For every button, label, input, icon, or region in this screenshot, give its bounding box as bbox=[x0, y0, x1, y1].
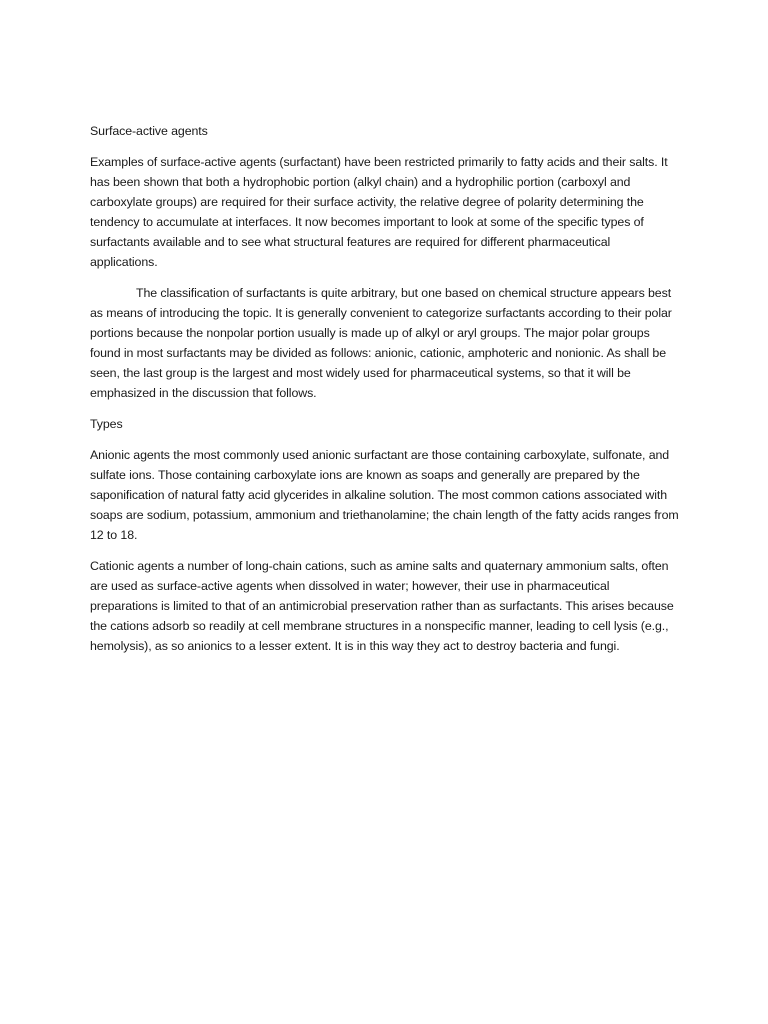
paragraph-intro: Examples of surface-active agents (surfactant) have been restricted primarily to fatty acids and their salts. It has been shown that both a hydrophobic portion (alkyl chain) and a hydrophilic portion (carboxyl and carboxylate groups) are required for their surface activity, the relative degree of polarity determining the tendency to accumulate at interfaces. It now becomes important to look at some of the specific types of surfactants available and to see what structural features are required for different pharmaceutical applications. bbox=[90, 155, 668, 269]
paragraph-anionic-agents: Anionic agents the most commonly used anionic surfactant are those containing carboxylate, sulfonate, and sulfate ions. Those containing carboxylate ions are known as soaps and generally are prepared by the saponification of natural fatty acid glycerides in alkaline solution. The most common cations associated with soaps are sodium, potassium, ammonium and triethanolamine; the chain length of the fatty acids ranges from 12 to 18. bbox=[90, 448, 679, 542]
section-heading-surface-active-agents: Surface-active agents bbox=[90, 124, 208, 138]
document-body bbox=[90, 121, 680, 667]
paragraph-cationic-agents: Cationic agents a number of long-chain cations, such as amine salts and quaternary ammonium salts, often are used as surface-active agents when dissolved in water; however, their use in pharmaceutical preparations is limited to that of an antimicrobial preservation rather than as surfactants. This arises because the cations adsorb so readily at cell membrane structures in a nonspecific manner, leading to cell lysis (e.g., hemolysis), as so anionics to a lesser extent. It is in this way they act to destroy bacteria and fungi. bbox=[90, 559, 674, 653]
section-heading-types: Types bbox=[90, 417, 123, 431]
paragraph-classification: The classification of surfactants is quite arbitrary, but one based on chemical structure appears best as means of introducing the topic. It is generally convenient to categorize surfactants according to their polar portions because the nonpolar portion usually is made up of alkyl or aryl groups. The major polar groups found in most surfactants may be divided as follows: anionic, cationic, amphoteric and nonionic. As shall be seen, the last group is the largest and most widely used for pharmaceutical systems, so that it will be emphasized in the discussion that follows. bbox=[90, 286, 672, 400]
